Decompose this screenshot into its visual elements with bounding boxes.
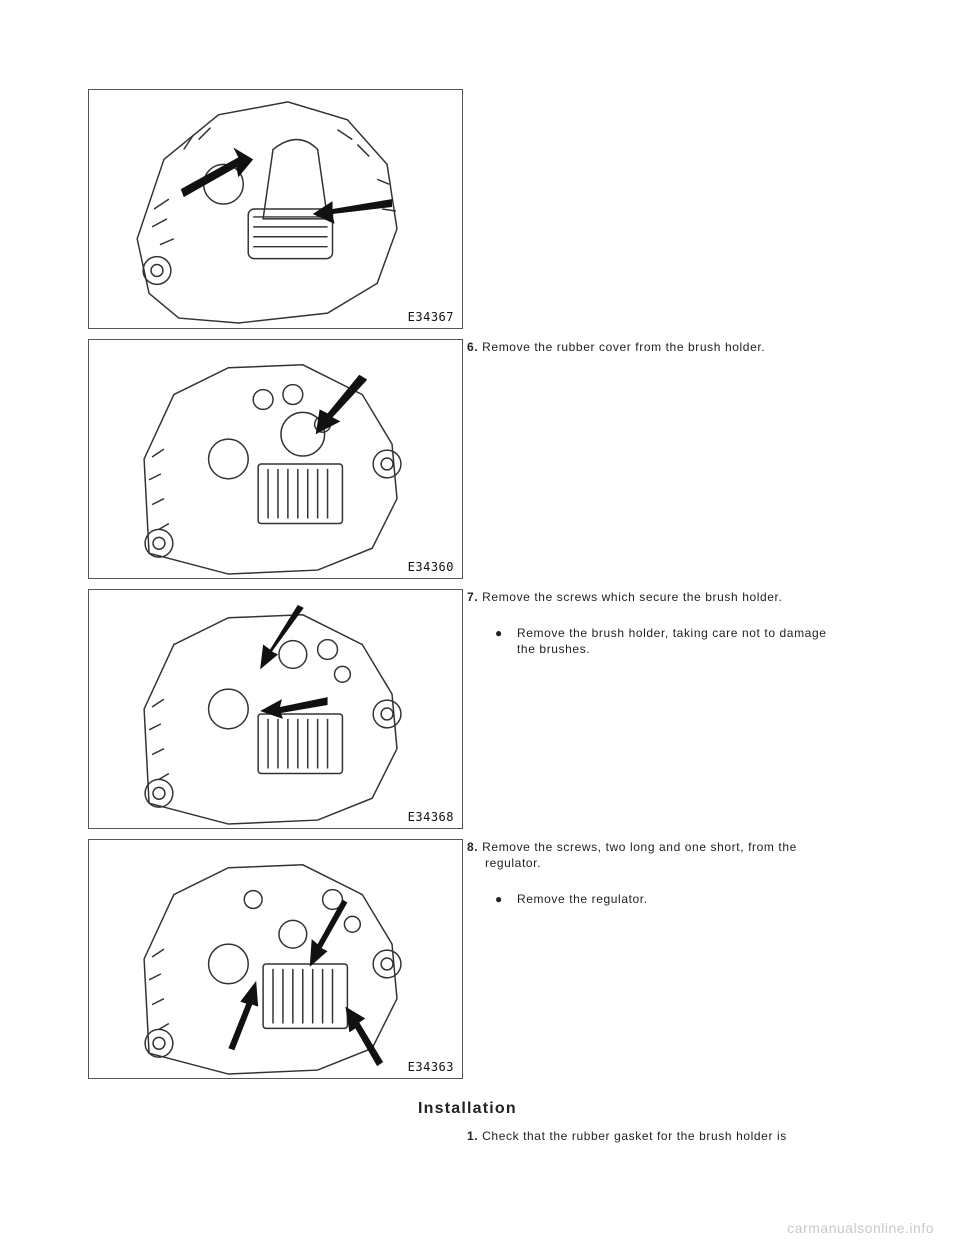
alternator-illustration [89,840,462,1078]
install-step-1 [467,1128,847,1144]
bullet-dot-icon: ● [495,626,503,640]
alternator-illustration [89,590,462,828]
alternator-illustration [89,340,462,578]
pointer-arrow-icon [181,148,392,224]
figure-code: E34367 [407,310,454,324]
step-text-cont: regulator. [485,856,542,870]
step-text: Remove the screws, two long and one short, from the [482,840,797,854]
step-7 [467,589,847,605]
step-8-bullet [495,891,860,907]
step-text: Remove the screws which secure the brush holder. [482,590,783,604]
step-number: 7. [467,590,479,604]
figure-code: E34368 [407,810,454,824]
alternator-illustration [89,90,462,328]
section-title-installation: Installation [418,1100,517,1117]
step-number: 8. [467,840,479,854]
step-text: Check that the rubber gasket for the brush holder is [482,1129,787,1143]
bullet-text: Remove the regulator. [517,892,648,906]
figure-alternator-4 [88,839,463,1079]
step-8 [467,839,847,871]
figure-alternator-1 [88,89,463,329]
step-6 [467,339,847,355]
figure-code: E34363 [407,1060,454,1074]
step-number: 6. [467,340,479,354]
figure-code: E34360 [407,560,454,574]
step-text: Remove the rubber cover from the brush holder. [482,340,766,354]
bullet-text: Remove the brush holder, taking care not to damage [517,626,827,640]
step-7-bullet [495,625,860,657]
footer-watermark: carmanualsonline.info [787,1220,934,1236]
bullet-dot-icon: ● [495,892,503,906]
bullet-text-cont: the brushes. [517,642,591,656]
figure-alternator-3 [88,589,463,829]
figure-alternator-2 [88,339,463,579]
step-number: 1. [467,1129,479,1143]
